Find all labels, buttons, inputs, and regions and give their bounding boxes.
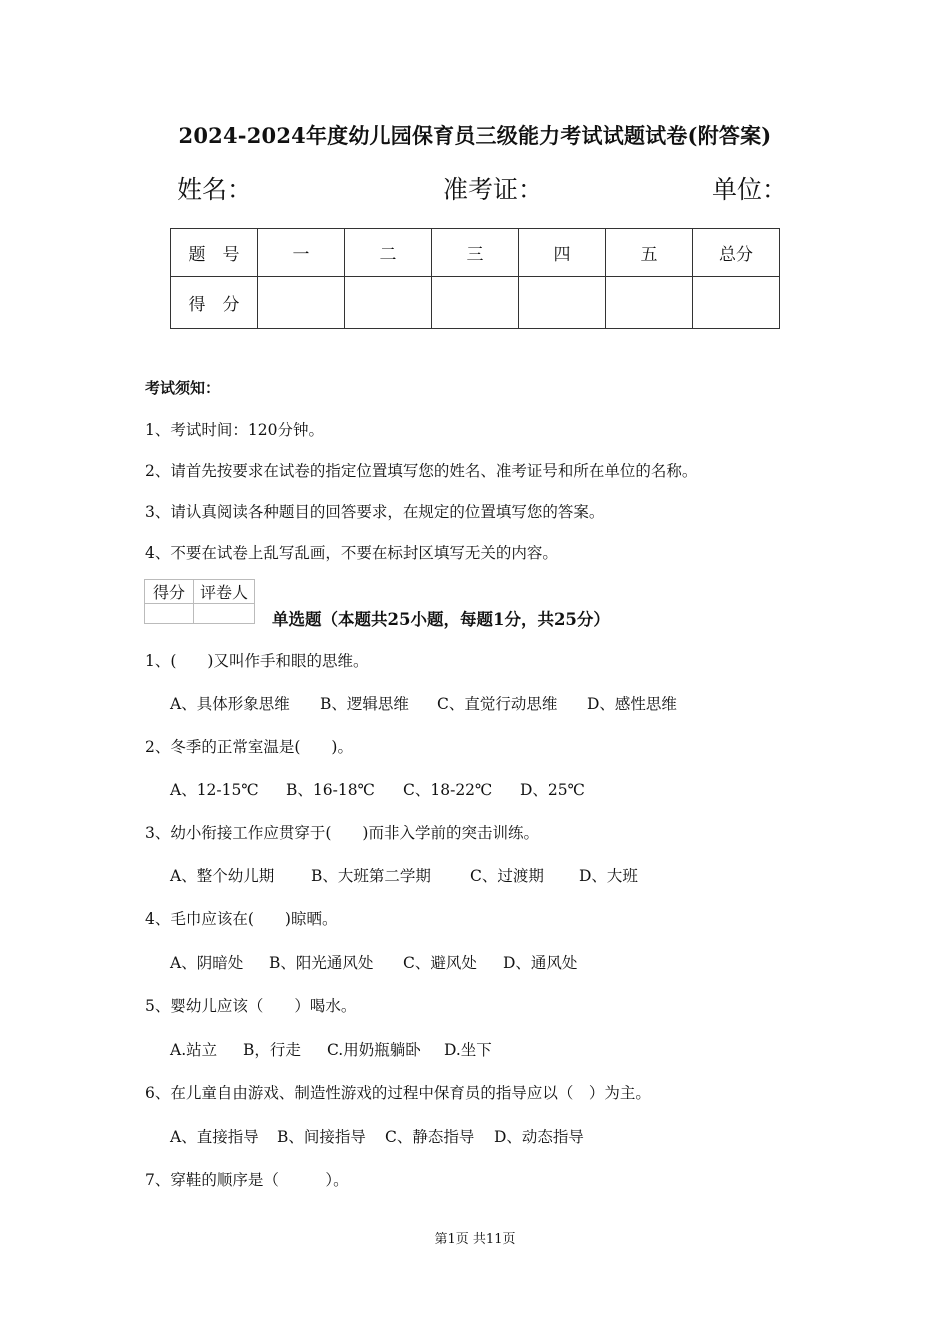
score-cell[interactable] <box>345 277 432 329</box>
name-field-label: 姓名： <box>177 175 253 204</box>
option: C、18-22℃ <box>403 781 493 799</box>
option: B、大班第二学期 <box>311 867 431 885</box>
option: D.坐下 <box>444 1041 492 1059</box>
section-title: 单选题（本题共25小题，每题1分，共25分） <box>272 610 610 629</box>
score-cell[interactable] <box>432 277 519 329</box>
score-row-label: 得 分 <box>171 277 258 329</box>
question-text: 5、婴幼儿应该（ ）喝水。 <box>145 997 357 1015</box>
question-options <box>170 864 638 886</box>
score-table-header-cell: 五 <box>606 229 693 277</box>
grader-score-label: 得分 <box>145 580 194 604</box>
notice-heading: 考试须知： <box>145 379 221 397</box>
score-cell[interactable] <box>693 277 780 329</box>
question-options <box>170 1125 584 1147</box>
score-table <box>170 228 780 329</box>
question-text: 2、冬季的正常室温是( )。 <box>145 738 353 756</box>
option: A、直接指导 <box>170 1128 259 1146</box>
notice-item: 4、不要在试卷上乱写乱画，不要在标封区填写无关的内容。 <box>145 544 558 562</box>
option: D、大班 <box>579 867 638 885</box>
option: B、间接指导 <box>277 1128 366 1146</box>
option: D、动态指导 <box>494 1128 584 1146</box>
option: C、过渡期 <box>470 867 544 885</box>
option: B，行走 <box>243 1041 301 1059</box>
question-options <box>170 778 585 800</box>
score-table-header-cell: 一 <box>258 229 345 277</box>
score-table-header-row <box>171 229 780 277</box>
option: C.用奶瓶躺卧 <box>327 1041 421 1059</box>
option: A、整个幼儿期 <box>170 867 275 885</box>
score-table-header-cell: 总分 <box>693 229 780 277</box>
option: D、25℃ <box>520 781 585 799</box>
grader-score-cell[interactable] <box>145 604 194 624</box>
score-table-header-cell: 题 号 <box>171 229 258 277</box>
question-text: 6、在儿童自由游戏、制造性游戏的过程中保育员的指导应以（ ）为主。 <box>145 1084 651 1102</box>
option: A、具体形象思维 <box>170 695 290 713</box>
score-table-header-cell: 四 <box>519 229 606 277</box>
notice-item: 1、考试时间：120分钟。 <box>145 421 324 439</box>
option: D、通风处 <box>503 954 578 972</box>
option: A、12-15℃ <box>170 781 259 799</box>
score-cell[interactable] <box>258 277 345 329</box>
score-table-score-row <box>171 277 780 329</box>
question-text: 1、( )又叫作手和眼的思维。 <box>145 652 369 670</box>
option: D、感性思维 <box>587 695 677 713</box>
question-options <box>170 1038 492 1060</box>
question-text: 3、幼小衔接工作应贯穿于( )而非入学前的突击训练。 <box>145 824 539 842</box>
option: A、阴暗处 <box>170 954 244 972</box>
option: B、16-18℃ <box>286 781 375 799</box>
option: A.站立 <box>170 1041 218 1059</box>
question-options <box>170 692 677 714</box>
grader-name-cell[interactable] <box>194 604 255 624</box>
notice-item: 3、请认真阅读各种题目的回答要求，在规定的位置填写您的答案。 <box>145 503 605 521</box>
exam-title: 2024-2024年度幼儿园保育员三级能力考试试题试卷(附答案) <box>178 123 772 148</box>
score-cell[interactable] <box>519 277 606 329</box>
question-options <box>170 951 577 973</box>
option: C、避风处 <box>403 954 477 972</box>
score-table-header-cell: 二 <box>345 229 432 277</box>
page-footer: 第1页 共11页 <box>434 1232 516 1247</box>
notice-item: 2、请首先按要求在试卷的指定位置填写您的姓名、准考证号和所在单位的名称。 <box>145 462 698 480</box>
option: C、静态指导 <box>385 1128 475 1146</box>
score-table-header-cell: 三 <box>432 229 519 277</box>
option: B、逻辑思维 <box>320 695 409 713</box>
grader-name-label: 评卷人 <box>194 580 255 604</box>
option: B、阳光通风处 <box>269 954 374 972</box>
grader-box <box>144 579 255 624</box>
exam-id-field-label: 准考证： <box>443 175 544 204</box>
unit-field-label: 单位： <box>712 175 788 204</box>
question-text: 7、穿鞋的顺序是（ ）。 <box>145 1171 349 1189</box>
option: C、直觉行动思维 <box>437 695 558 713</box>
question-text: 4、毛巾应该在( )晾晒。 <box>145 910 338 928</box>
score-cell[interactable] <box>606 277 693 329</box>
